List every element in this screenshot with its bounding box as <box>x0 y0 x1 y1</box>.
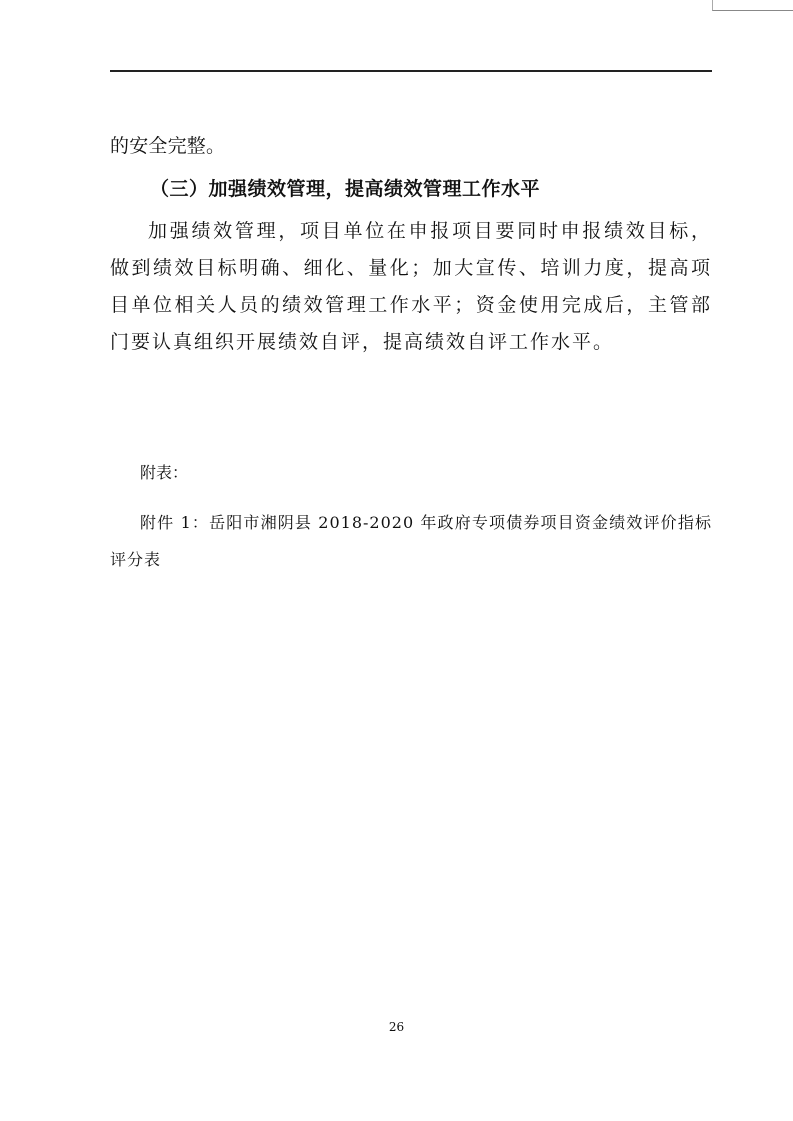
scan-corner-mark <box>712 0 793 11</box>
section-heading: （三）加强绩效管理，提高绩效管理工作水平 <box>150 178 541 200</box>
page-number: 26 <box>388 1020 405 1034</box>
appendix-item: 附件 1：岳阳市湘阴县 2018-2020 年政府专项债券项目资金绩效评价指标评分表 <box>110 513 712 569</box>
continuation-text: 的安全完整。 <box>110 135 226 157</box>
appendix-label: 附表： <box>140 463 189 482</box>
header-rule <box>110 70 712 72</box>
section-body-paragraph: 加强绩效管理，项目单位在申报项目要同时申报绩效目标，做到绩效目标明确、细化、量化；加大宣传、培训力度，提高项目单位相关人员的绩效管理工作水平；资金使用完成后，主管部门要认真组织开展绩效自评，提高绩效自评工作水平。 <box>110 220 712 353</box>
